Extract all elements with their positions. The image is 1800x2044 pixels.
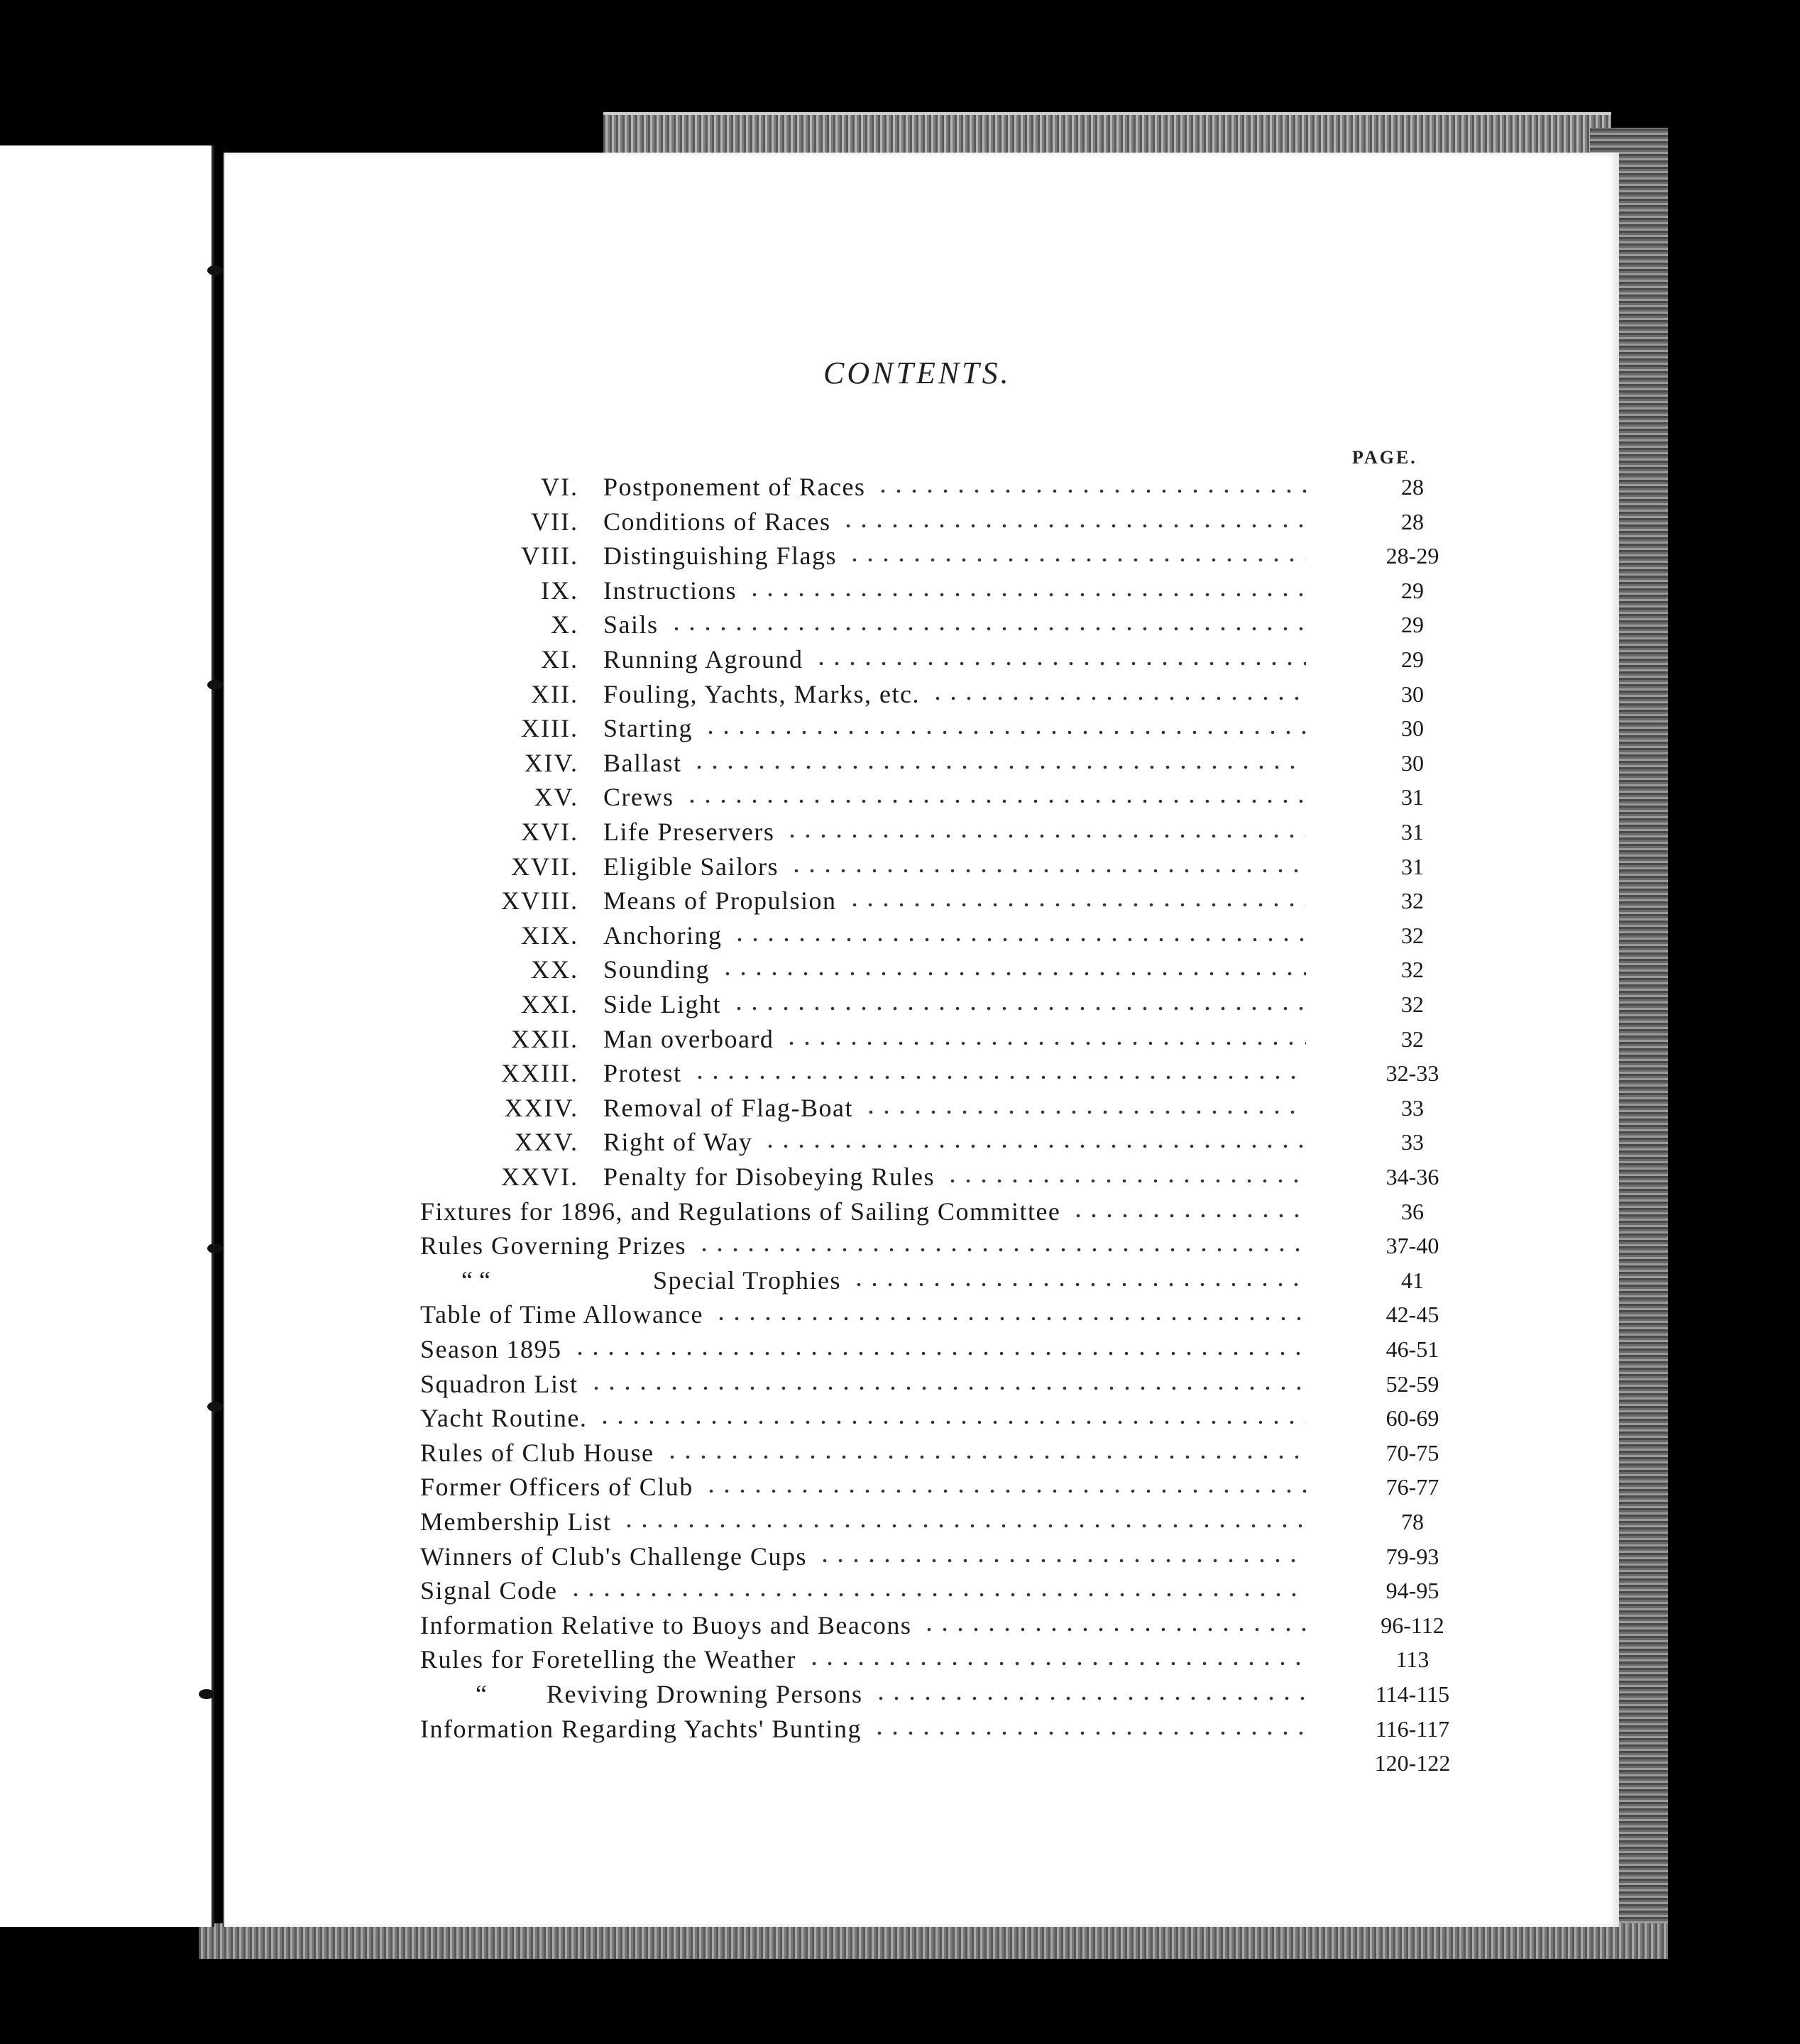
chapter-title: Protest [603,1059,682,1088]
section-title: Membership List [420,1507,612,1536]
page-number: 28 [1401,508,1424,534]
chapter-title: Postponement of Races [603,473,866,501]
toc-row [0,1573,1800,1608]
leader-dots [703,730,1306,735]
chapter-title: Man overboard [603,1024,774,1053]
chapter-title: Removal of Flag-Boat [603,1093,853,1122]
toc-row [0,505,1800,539]
chapter-number: IX. [541,576,578,605]
page-number: 32-33 [1385,1060,1439,1087]
chapter-number: XXIII. [501,1059,578,1088]
chapter-number: XIV. [524,748,578,777]
chapter-title: Eligible Sailors [603,852,779,881]
leader-dots [806,1661,1306,1666]
chapter-title: Sounding [603,955,710,984]
page-number: 28-29 [1385,543,1439,569]
chapter-number: XII. [531,679,578,708]
page-number: 31 [1401,784,1424,811]
page-number: 94-95 [1385,1578,1439,1604]
leader-dots [851,1282,1306,1287]
chapter-title: Anchoring [603,921,723,950]
toc-row [0,1677,1800,1711]
leader-dots [873,1696,1307,1701]
page-number: 113 [1395,1647,1429,1673]
chapter-number: XVII. [511,852,578,881]
toc-row [0,1746,1800,1780]
leader-dots [863,1109,1306,1115]
page-number: 33 [1401,1094,1424,1121]
toc-row [0,850,1800,884]
page-number: 46-51 [1385,1336,1439,1362]
leader-dots [784,833,1306,839]
leader-dots [1070,1213,1306,1219]
section-title: Winners of Club's Challenge Cups [420,1542,807,1571]
section-title: Squadron List [420,1369,578,1398]
toc-row [0,1332,1800,1366]
toc-row [0,711,1800,745]
page-number: 120-122 [1374,1750,1451,1776]
page-number: 79-93 [1385,1543,1439,1569]
leader-dots [692,1075,1306,1080]
page-column-header: PAGE. [1352,447,1417,468]
page-number: 32 [1401,1026,1424,1052]
chapter-number: XXIV. [504,1093,578,1122]
toc-row [0,1436,1800,1470]
toc-row [0,1022,1800,1056]
leader-dots [784,1040,1306,1046]
chapter-title: Instructions [603,576,737,605]
toc-row [0,884,1800,918]
leader-dots [930,696,1306,701]
page-number: 36 [1401,1198,1424,1224]
leader-dots [840,523,1306,529]
leader-dots [572,1351,1307,1356]
leader-dots [588,1385,1307,1391]
leader-dots [664,1454,1307,1460]
leader-dots [713,1316,1306,1322]
toc-row [0,952,1800,987]
section-title: Reviving Drowning Persons [547,1680,863,1708]
chapter-title: Crews [603,783,674,812]
chapter-number: XIX. [521,921,578,950]
leader-dots [817,1558,1306,1564]
page-number: 52-59 [1385,1370,1439,1397]
page-number: 29 [1401,577,1424,603]
leader-dots [747,592,1306,598]
page-number: 28 [1401,474,1424,500]
toc-row [0,780,1800,814]
toc-row [0,470,1800,504]
toc-row [0,1712,1800,1746]
section-title: Signal Code [420,1576,558,1605]
page-number: 29 [1401,647,1424,672]
ditto-mark: “ [476,1680,487,1708]
leader-dots [847,902,1307,908]
chapter-title: Means of Propulsion [603,886,837,916]
page-number: 114-115 [1375,1681,1450,1707]
toc-row [0,815,1800,849]
section-title: Season 1895 [420,1335,562,1363]
leader-dots [731,1006,1306,1011]
chapter-number: XXI. [521,990,578,1018]
chapter-title: Running Aground [603,645,803,674]
chapter-number: XV. [534,783,578,812]
chapter-title: Sails [603,610,659,639]
toc-row [0,1539,1800,1573]
page-number: 32 [1401,991,1424,1017]
toc-row [0,1091,1800,1125]
toc-row [0,746,1800,780]
page-number: 42-45 [1385,1302,1439,1328]
page-number: 30 [1401,749,1424,776]
chapter-title: Life Preservers [603,818,775,846]
page-number: 32 [1401,957,1424,983]
page-number: 30 [1401,681,1424,707]
chapter-title: Penalty for Disobeying Rules [603,1163,935,1191]
chapter-number: XIII. [521,714,578,743]
toc-row [0,1194,1800,1229]
chapter-title: Side Light [603,990,721,1018]
page-number: 116-117 [1375,1715,1450,1742]
leader-dots [789,868,1306,874]
section-title: Rules for Foretelling the Weather [420,1645,796,1674]
section-title: Rules of Club House [420,1438,654,1467]
page-title: CONTENTS. [823,356,1011,390]
leader-dots [872,1730,1306,1736]
toc-row [0,1297,1800,1331]
section-title: Former Officers of Club [420,1473,693,1502]
chapter-number: VIII. [521,542,578,571]
section-title: Information Relative to Buoys and Beacons [420,1610,912,1639]
toc-row [0,1642,1800,1676]
section-title: Special Trophies [653,1265,842,1295]
section-title: Table of Time Allowance [420,1300,703,1329]
toc-row [0,573,1800,608]
ditto-mark: “ “ [461,1265,490,1295]
page-number: 31 [1401,819,1424,845]
page-number: 70-75 [1385,1439,1439,1466]
leader-dots [703,1488,1306,1494]
chapter-title: Ballast [603,748,682,777]
page-number: 32 [1401,922,1424,948]
toc-row [0,1125,1800,1159]
leader-dots [732,937,1306,943]
chapter-title: Right of Way [603,1128,753,1157]
chapter-number: XXV. [514,1128,578,1157]
page-number: 60-69 [1385,1405,1439,1432]
section-title: Rules Governing Prizes [420,1231,686,1260]
toc-row [0,918,1800,952]
page-number: 76-77 [1385,1474,1439,1500]
page-number: 96-112 [1381,1612,1444,1638]
leader-dots [945,1178,1306,1184]
chapter-title: Starting [603,714,693,743]
page-number: 34-36 [1385,1164,1439,1189]
page-number: 29 [1401,612,1424,638]
chapter-number: XI. [541,645,578,674]
chapter-title: Conditions of Races [603,507,831,536]
leader-dots [921,1627,1306,1632]
leader-dots [568,1592,1307,1598]
toc-row [0,608,1800,642]
toc-row [0,1056,1800,1090]
leader-dots [720,971,1306,977]
section-title: Yacht Routine. [420,1404,588,1433]
leader-dots [597,1419,1306,1425]
chapter-title: Fouling, Yachts, Marks, etc. [603,679,920,708]
chapter-number: XXII. [511,1024,578,1053]
page-number: 37-40 [1385,1233,1439,1259]
toc-row [0,1263,1800,1297]
chapter-number: XVIII. [501,886,578,916]
chapter-number: XX. [531,955,578,984]
toc-row [0,539,1800,573]
leader-dots [691,764,1306,770]
page-number: 33 [1401,1129,1424,1155]
leader-dots [621,1523,1306,1529]
toc-row [0,1160,1800,1194]
leader-dots [875,488,1306,494]
leader-dots [669,626,1306,632]
leader-dots [762,1143,1306,1149]
chapter-number: XXVI. [501,1163,578,1191]
chapter-number: VII. [531,507,578,536]
page-number: 78 [1401,1509,1424,1534]
toc-row [0,1367,1800,1401]
page-number: 32 [1401,888,1424,914]
chapter-number: X. [551,610,578,639]
leader-dots [847,557,1306,563]
page-number: 41 [1401,1267,1424,1293]
toc-row [0,987,1800,1021]
toc-row [0,1505,1800,1539]
section-title: Fixtures for 1896, and Regulations of Sailing Committee [420,1197,1061,1226]
chapter-number: XVI. [521,818,578,846]
chapter-number: VI. [541,473,578,501]
section-title: Information Regarding Yachts' Bunting [420,1714,862,1743]
toc-row [0,1470,1800,1504]
toc-row [0,642,1800,676]
toc-row [0,1401,1800,1435]
page-number: 30 [1401,715,1424,742]
leader-dots [684,798,1307,804]
toc-row [0,1229,1800,1263]
toc-row [0,677,1800,711]
leader-dots [696,1247,1306,1253]
page-number: 31 [1401,853,1424,879]
leader-dots [813,661,1306,666]
chapter-title: Distinguishing Flags [603,542,838,571]
toc-row [0,1608,1800,1642]
